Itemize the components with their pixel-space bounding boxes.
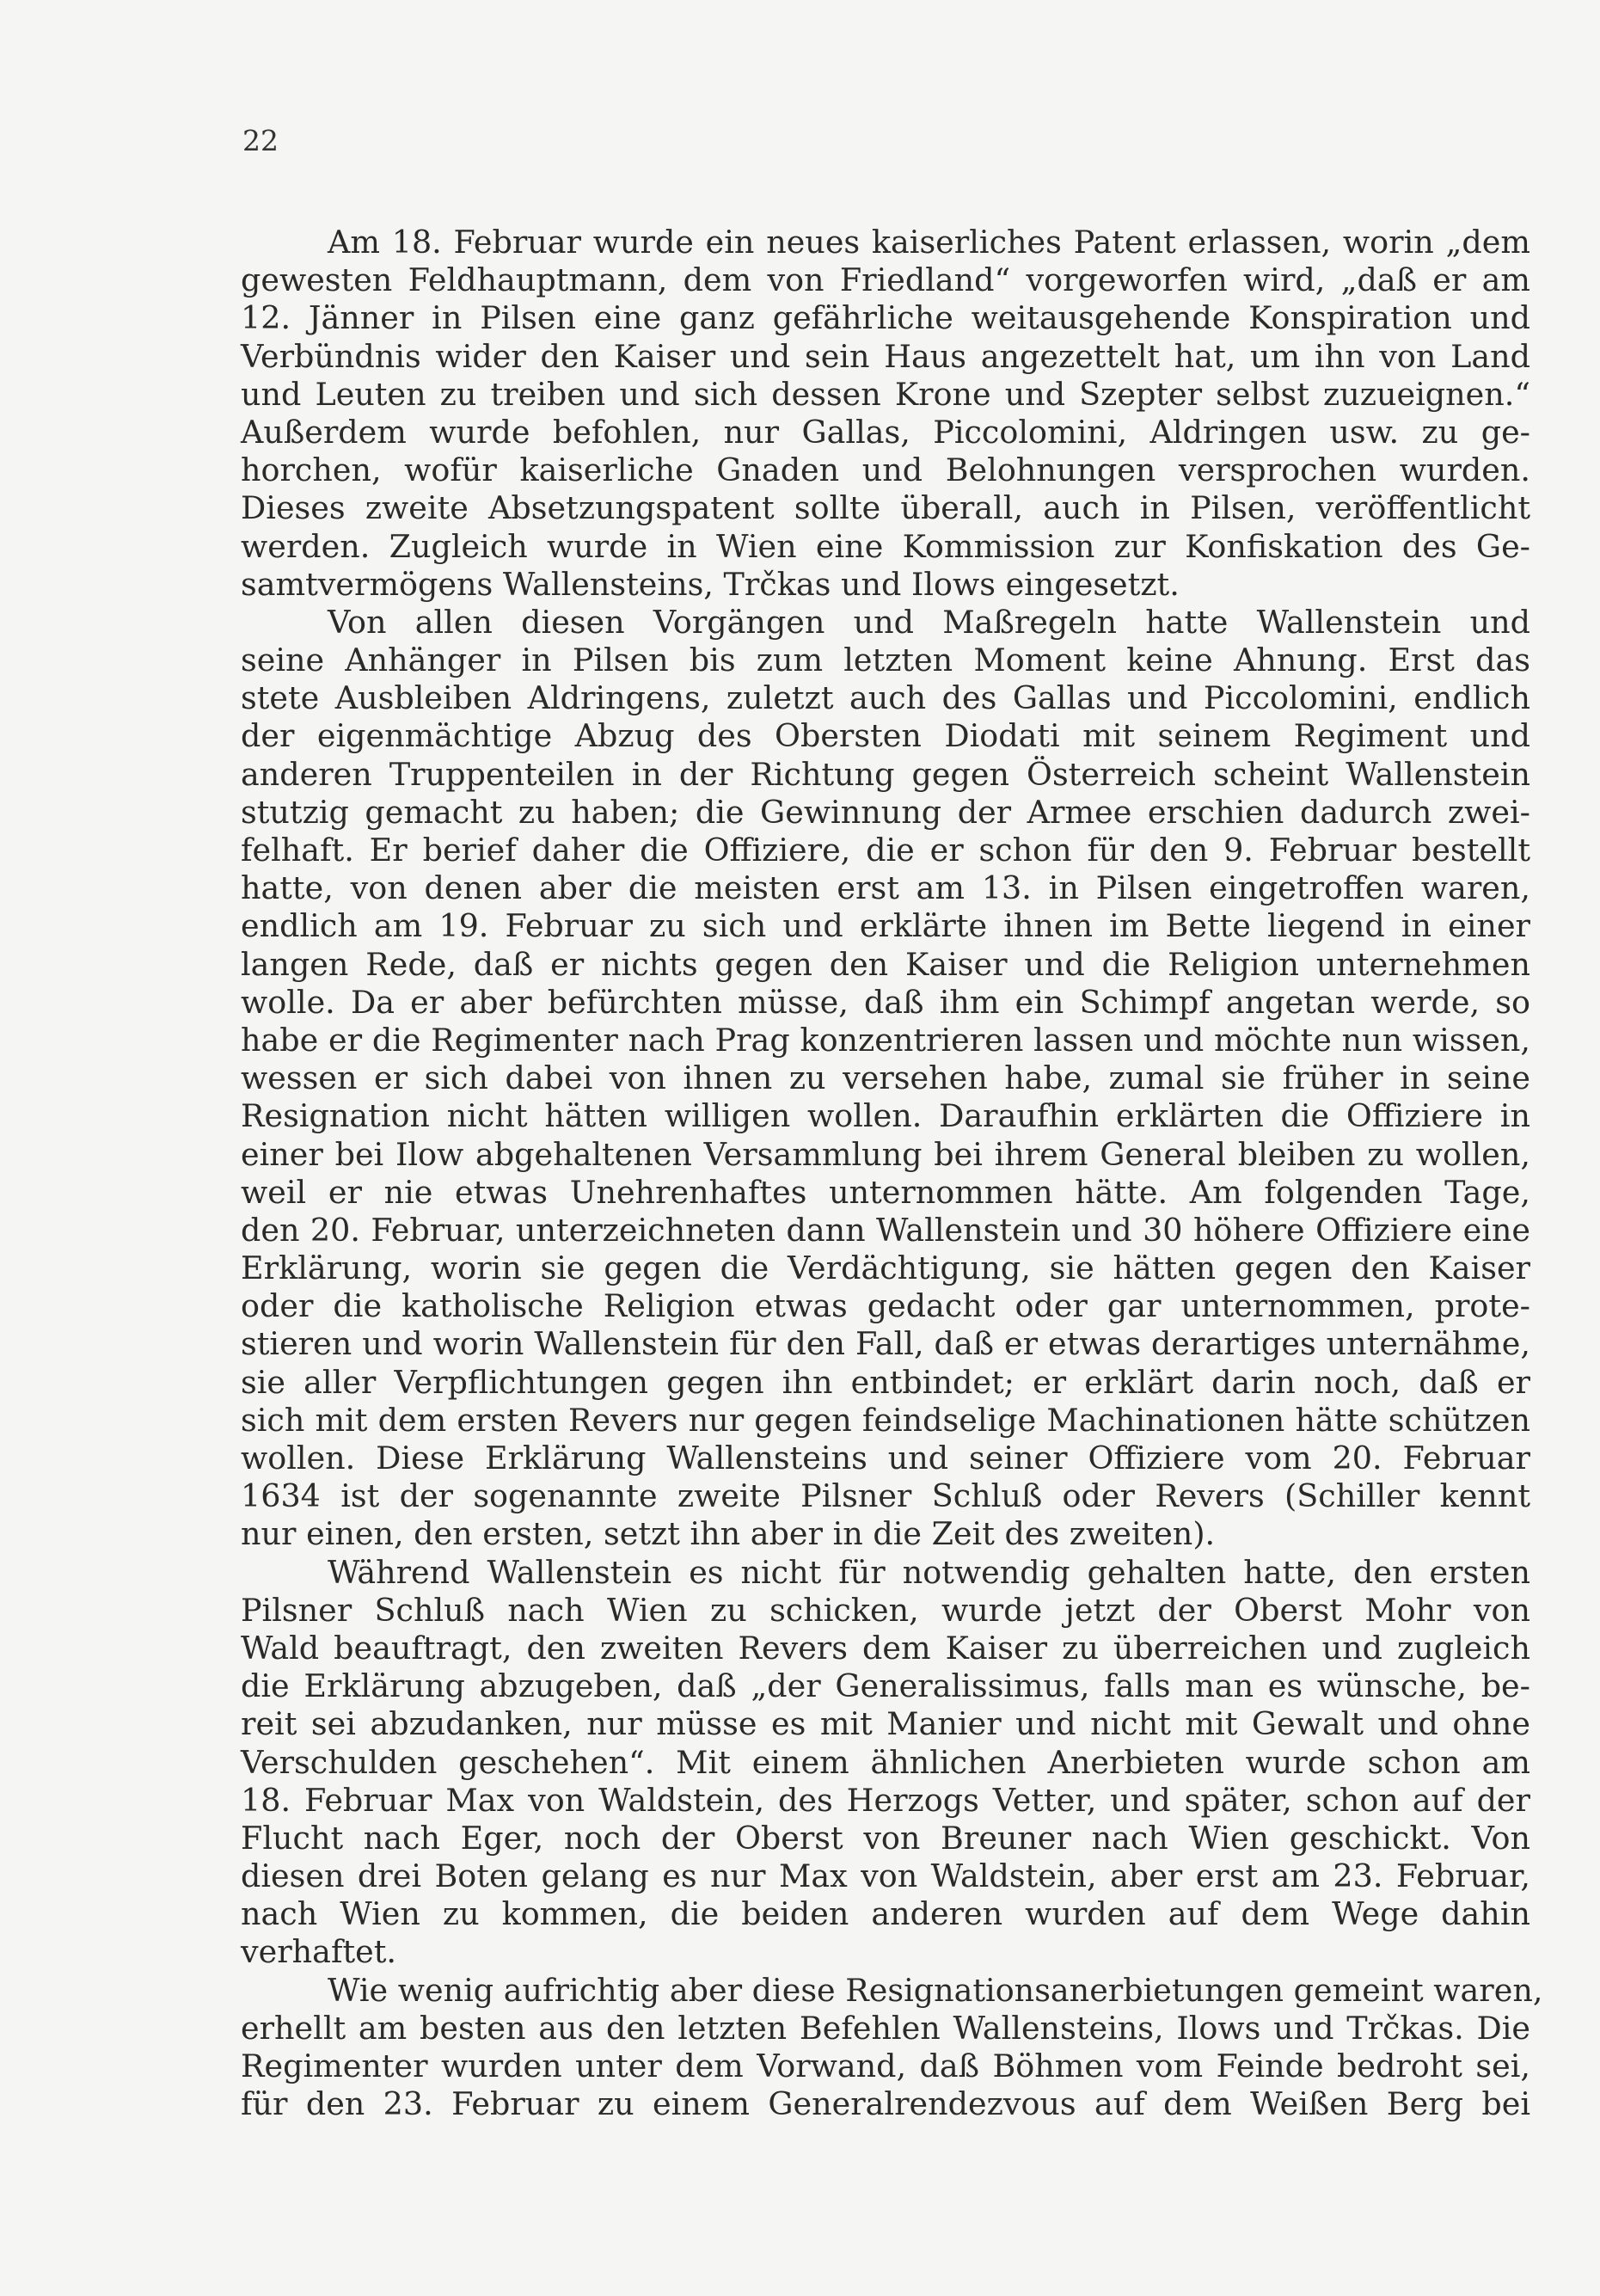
- text-line: anderen Truppenteilen in der Richtung gegen Österreich scheint Wallenstein: [241, 755, 1530, 793]
- text-line: der eigenmächtige Abzug des Obersten Diodati mit seinem Regiment und: [241, 717, 1530, 755]
- text-line: seine Anhänger in Pilsen bis zum letzten Moment keine Ahnung. Erst das: [241, 642, 1530, 679]
- text-line: samtvermögens Wallensteins, Trčkas und Ilows eingesetzt.: [241, 565, 1180, 603]
- text-line: stutzig gemacht zu haben; die Gewinnung der Armee erschien dadurch zwei-: [241, 793, 1530, 831]
- text-line: Am 18. Februar wurde ein neues kaiserliches Patent erlassen, worin „dem: [328, 224, 1530, 261]
- text-line: sie aller Verpflichtungen gegen ihn entbindet; er erklärt darin noch, daß er: [241, 1363, 1530, 1401]
- text-line: verhaftet.: [241, 1933, 396, 1971]
- text-line: Wie wenig aufrichtig aber diese Resignationsanerbietungen gemeint waren,: [328, 1971, 1543, 2009]
- text-line: erhellt am besten aus den letzten Befehlen Wallensteins, Ilows und Trčkas. Die: [241, 2009, 1530, 2047]
- text-line: wessen er sich dabei von ihnen zu versehen habe, zumal sie früher in seine: [241, 1059, 1530, 1097]
- text-line: reit sei abzudanken, nur müsse es mit Manier und nicht mit Gewalt und ohne: [241, 1705, 1530, 1743]
- text-line: 18. Februar Max von Waldstein, des Herzogs Vetter, und später, schon auf der: [241, 1781, 1530, 1819]
- text-line: horchen, wofür kaiserliche Gnaden und Belohnungen versprochen wurden.: [241, 451, 1530, 489]
- text-line: Von allen diesen Vorgängen und Maßregeln hatte Wallenstein und: [328, 603, 1530, 641]
- text-line: stieren und worin Wallenstein für den Fall, daß er etwas derartiges unternähme,: [241, 1325, 1530, 1363]
- text-line: endlich am 19. Februar zu sich und erklärte ihnen im Bette liegend in einer: [241, 907, 1530, 945]
- text-line: habe er die Regimenter nach Prag konzentrieren lassen und möchte nun wissen,: [241, 1021, 1530, 1059]
- text-line: Dieses zweite Absetzungspatent sollte überall, auch in Pilsen, veröffentlicht: [241, 489, 1530, 527]
- text-line: den 20. Februar, unterzeichneten dann Wallenstein und 30 höhere Offiziere eine: [241, 1211, 1530, 1249]
- text-line: für den 23. Februar zu einem Generalrendezvous auf dem Weißen Berg bei: [241, 2085, 1530, 2123]
- text-line: diesen drei Boten gelang es nur Max von Waldstein, aber erst am 23. Februar,: [241, 1857, 1530, 1895]
- text-line: Flucht nach Eger, noch der Oberst von Breuner nach Wien geschickt. Von: [241, 1819, 1530, 1857]
- text-line: nur einen, den ersten, setzt ihn aber in die Zeit des zweiten).: [241, 1515, 1216, 1553]
- text-line: sich mit dem ersten Revers nur gegen feindselige Machinationen hätte schützen: [241, 1401, 1530, 1439]
- text-line: Pilsner Schluß nach Wien zu schicken, wurde jetzt der Oberst Mohr von: [241, 1591, 1530, 1629]
- text-line: und Leuten zu treiben und sich dessen Krone und Szepter selbst zuzueignen.“: [241, 375, 1530, 413]
- text-line: wolle. Da er aber befürchten müsse, daß ihm ein Schimpf angetan werde, so: [241, 983, 1530, 1021]
- page-number: 22: [242, 124, 279, 157]
- text-line: hatte, von denen aber die meisten erst am 13. in Pilsen eingetroffen waren,: [241, 869, 1530, 907]
- text-line: Erklärung, worin sie gegen die Verdächtigung, sie hätten gegen den Kaiser: [241, 1249, 1530, 1287]
- text-line: felhaft. Er berief daher die Offiziere, die er schon für den 9. Februar bestellt: [241, 832, 1530, 869]
- text-line: 12. Jänner in Pilsen eine ganz gefährliche weitausgehende Konspiration und: [241, 299, 1530, 337]
- text-line: einer bei Ilow abgehaltenen Versammlung bei ihrem General bleiben zu wollen,: [241, 1135, 1530, 1173]
- text-line: Während Wallenstein es nicht für notwendig gehalten hatte, den ersten: [328, 1553, 1530, 1591]
- text-line: Regimenter wurden unter dem Vorwand, daß Böhmen vom Feinde bedroht sei,: [241, 2047, 1530, 2084]
- text-line: langen Rede, daß er nichts gegen den Kaiser und die Religion unternehmen: [241, 945, 1530, 983]
- text-line: nach Wien zu kommen, die beiden anderen wurden auf dem Wege dahin: [241, 1895, 1530, 1933]
- text-line: stete Ausbleiben Aldringens, zuletzt auch des Gallas und Piccolomini, endlich: [241, 679, 1530, 717]
- text-line: 1634 ist der sogenannte zweite Pilsner Schluß oder Revers (Schiller kennt: [241, 1477, 1530, 1515]
- text-line: Verschulden geschehen“. Mit einem ähnlichen Anerbieten wurde schon am: [241, 1743, 1530, 1781]
- text-line: Verbündnis wider den Kaiser und sein Haus angezettelt hat, um ihn von Land: [241, 337, 1530, 375]
- text-line: weil er nie etwas Unehrenhaftes unternommen hätte. Am folgenden Tage,: [241, 1173, 1530, 1211]
- text-line: Resignation nicht hätten willigen wollen. Daraufhin erklärten die Offiziere in: [241, 1097, 1530, 1135]
- body-text: [241, 224, 1543, 2123]
- text-line: Wald beauftragt, den zweiten Revers dem Kaiser zu überreichen und zugleich: [241, 1629, 1530, 1667]
- text-line: wollen. Diese Erklärung Wallensteins und seiner Offiziere vom 20. Februar: [241, 1440, 1530, 1476]
- text-line: oder die katholische Religion etwas gedacht oder gar unternommen, prote-: [241, 1287, 1530, 1325]
- text-line: Außerdem wurde befohlen, nur Gallas, Piccolomini, Aldringen usw. zu ge-: [241, 413, 1530, 451]
- text-line: werden. Zugleich wurde in Wien eine Kommission zur Konfiskation des Ge-: [241, 527, 1530, 565]
- text-line: die Erklärung abzugeben, daß „der Generalissimus, falls man es wünsche, be-: [241, 1667, 1530, 1705]
- text-line: gewesten Feldhauptmann, dem von Friedland“ vorgeworfen wird, „daß er am: [241, 261, 1530, 299]
